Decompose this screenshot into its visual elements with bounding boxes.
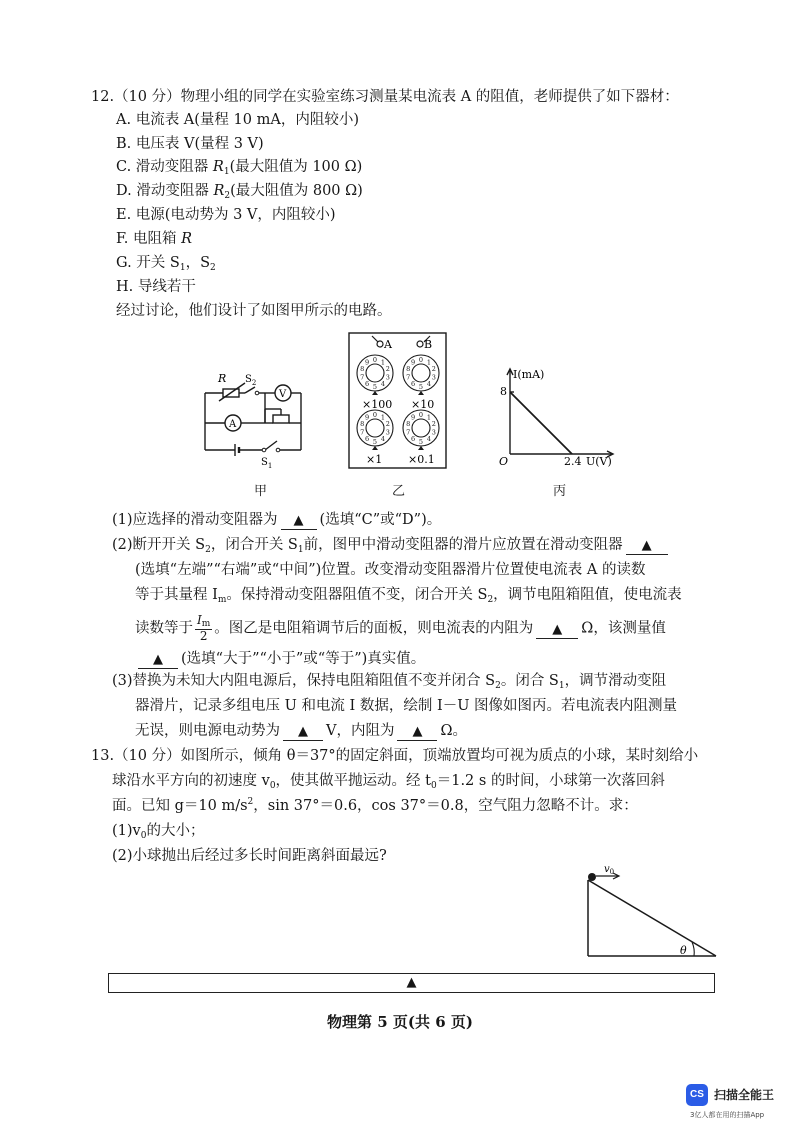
circuit-label-s1: $S_1$ [261, 457, 273, 470]
q12-part2-line3: 等于其量程 $I_m$。保持滑动变阻器阻值不变，闭合开关 $S_2$，调节电阻箱阻值，使电流表 [135, 587, 682, 605]
dial-digit: 9 [411, 358, 416, 367]
q12-part3-line1: (3)替换为未知大内阻电源后，保持电阻箱阻值不变并闭合 $S_2$。闭合 $S_1$，调节滑动变阻 [112, 673, 667, 691]
dial-digit: 6 [411, 435, 416, 444]
scanner-tagline: 3亿人都在用的扫描App [690, 1111, 765, 1119]
fig-label-jia: 甲 [254, 484, 268, 499]
q12-part2-line5: ▲ (选填“大于”“小于”或“等于”)真实值。 [135, 649, 425, 669]
circuit-label-r: R [218, 372, 227, 385]
dial-digit: 6 [411, 380, 416, 389]
dial-digit: 9 [365, 413, 370, 422]
theta-label: θ [680, 944, 687, 957]
graph-x-tick: 2.4 [564, 455, 582, 468]
graph-xlabel: U(V) [586, 455, 612, 468]
page-footer: 物理第 5 页(共 6 页) [327, 1013, 473, 1031]
q12-part3-line2: 器滑片，记录多组电压 U 和电流 I 数据，绘制 I－U 图像如图丙。若电流表内阻测量 [135, 698, 678, 714]
dial-digit: 2 [385, 420, 390, 429]
dial-digit: 4 [426, 380, 431, 389]
circuit-label-s2: $S_2$ [245, 374, 257, 387]
terminal-a-label: A [384, 338, 392, 351]
circuit-diagram [195, 365, 315, 470]
dial-digit: 1 [426, 358, 431, 367]
q13-line1: 13.（10 分）如图所示，倾角 θ＝37°的固定斜面，顶端放置均可视为质点的小球，某时刻给小 [91, 748, 699, 764]
dial-digit: 3 [431, 373, 436, 382]
dial-digit: 1 [426, 413, 431, 422]
dial-digit: 7 [360, 373, 365, 382]
mult-01-label: ×0.1 [408, 453, 435, 466]
q12-option-a: A. 电流表 A(量程 10 mA，内阻较小) [116, 112, 359, 128]
terminal-b-label: B [424, 338, 433, 351]
q12-part2-line4: 读数等于 $\frac{Im}{2}$ 。图乙是电阻箱调节后的面板，则电流表的内阻为 ▲ Ω，该测量值 [135, 613, 666, 643]
q12-option-e: E. 电源(电动势为 3 V，内阻较小) [116, 207, 336, 223]
dial-digit: 4 [380, 380, 385, 389]
q13-part1: $(1)v_0$的大小； [112, 823, 205, 841]
dial-digit: 0 [372, 410, 378, 419]
dial-digit: 9 [411, 413, 416, 422]
dial-digit: 8 [360, 420, 365, 429]
scanner-name: 扫描全能王 [714, 1088, 775, 1102]
q12-part1: (1)应选择的滑动变阻器为 ▲ (选填“C”或“D”)。 [112, 512, 442, 528]
dial-digit: 4 [426, 435, 431, 444]
q13-part2: (2)小球抛出后经过多长时间距离斜面最远? [112, 848, 387, 864]
mult-1-label: ×1 [366, 453, 383, 466]
circuit-label-a: A [229, 419, 237, 430]
dial-digit: 6 [365, 435, 370, 444]
mult-10-label: ×10 [411, 398, 435, 411]
q12-option-g: G. 开关 $S_1$，$S_2$ [116, 255, 216, 273]
graph-ylabel: I(mA) [513, 368, 545, 381]
answer-blank[interactable]: ▲ [283, 724, 323, 741]
graph-y-tick: 8 [500, 385, 507, 398]
graph-origin: O [499, 455, 509, 468]
answer-blank[interactable]: ▲ [281, 513, 317, 530]
answer-area[interactable] [108, 973, 715, 993]
incline-figure [578, 864, 720, 964]
mult-100-label: ×100 [362, 398, 393, 411]
dial-digit: 1 [380, 358, 385, 367]
dial-digit: 4 [380, 435, 385, 444]
dial-digit: 7 [360, 428, 365, 437]
ball [588, 873, 596, 881]
dial-digit: 7 [406, 428, 411, 437]
q12-option-c: C. 滑动变阻器 $R_1$(最大阻值为 100 Ω) [116, 159, 363, 177]
dial-digit: 2 [385, 365, 390, 374]
dial-digit: 5 [418, 382, 424, 391]
fig-label-yi: 乙 [392, 484, 406, 499]
dial-digit: 8 [360, 365, 365, 374]
q13-line3: 面。已知 g＝10 $m/s^2$，sin 37°＝0.6，cos 37°＝0.8，空气阻力忽略不计。求： [112, 797, 638, 814]
answer-blank[interactable]: ▲ [397, 724, 437, 741]
q12-option-d: D. 滑动变阻器 $R_2$(最大阻值为 800 Ω) [116, 183, 363, 201]
dial-digit: 3 [385, 428, 390, 437]
dial-digit: 5 [372, 437, 378, 446]
dial-digit: 3 [385, 373, 390, 382]
dial-digit: 5 [372, 382, 378, 391]
fraction-im-over-2: $\frac{Im}{2}$ [197, 613, 211, 643]
q12-stem: 12.（10 分）物理小组的同学在实验室练习测量某电流表 A 的阻值，老师提供了如下器材： [91, 89, 679, 105]
dial-digit: 5 [418, 437, 424, 446]
iu-graph [494, 362, 624, 472]
q13-line2: 球沿水平方向的初速度 $v_0$，使其做平抛运动。经 $t_0=1.2$ s 的时间，小球第一次落回斜 [112, 773, 665, 791]
q12-part2-line1: (2)断开开关 $S_2$，闭合开关 $S_1$前，图甲中滑动变阻器的滑片应放置在滑动变阻器 ▲ [112, 535, 671, 557]
v0-label: $v_0$ [604, 864, 615, 876]
answer-blank[interactable]: ▲ [626, 538, 668, 555]
fig-label-bing: 丙 [553, 484, 567, 499]
dial-digit: 3 [431, 428, 436, 437]
circuit-label-v: V [279, 389, 287, 400]
dial-digit: 6 [365, 380, 370, 389]
scanner-logo-icon: CS [686, 1084, 708, 1106]
dial-digit: 8 [406, 365, 411, 374]
dial-digit: 2 [431, 365, 436, 374]
q12-part3-line3: 无误，则电源电动势为 ▲ V，内阻为 ▲ Ω。 [135, 723, 468, 739]
q12-intro: 经过讨论，他们设计了如图甲所示的电路。 [116, 303, 392, 319]
q12-option-f: F. 电阻箱 R [116, 231, 193, 247]
dial-digit: 0 [418, 355, 424, 364]
dial-digit: 0 [418, 410, 424, 419]
dial-digit: 8 [406, 420, 411, 429]
q12-option-h: H. 导线若干 [116, 279, 196, 295]
dial-digit: 1 [380, 413, 385, 422]
q12-part2-line2: (选填“左端”“右端”或“中间”)位置。改变滑动变阻器滑片位置使电流表 A 的读数 [135, 562, 646, 578]
dial-digit: 9 [365, 358, 370, 367]
answer-blank[interactable]: ▲ [138, 652, 178, 669]
answer-marker: ▲ [406, 975, 417, 990]
dial-digit: 2 [431, 420, 436, 429]
dial-digit: 7 [406, 373, 411, 382]
q12-option-b: B. 电压表 V(量程 3 V) [116, 136, 264, 152]
answer-blank[interactable]: ▲ [536, 622, 578, 639]
resistance-box [348, 328, 448, 470]
dial-digit: 0 [372, 355, 378, 364]
